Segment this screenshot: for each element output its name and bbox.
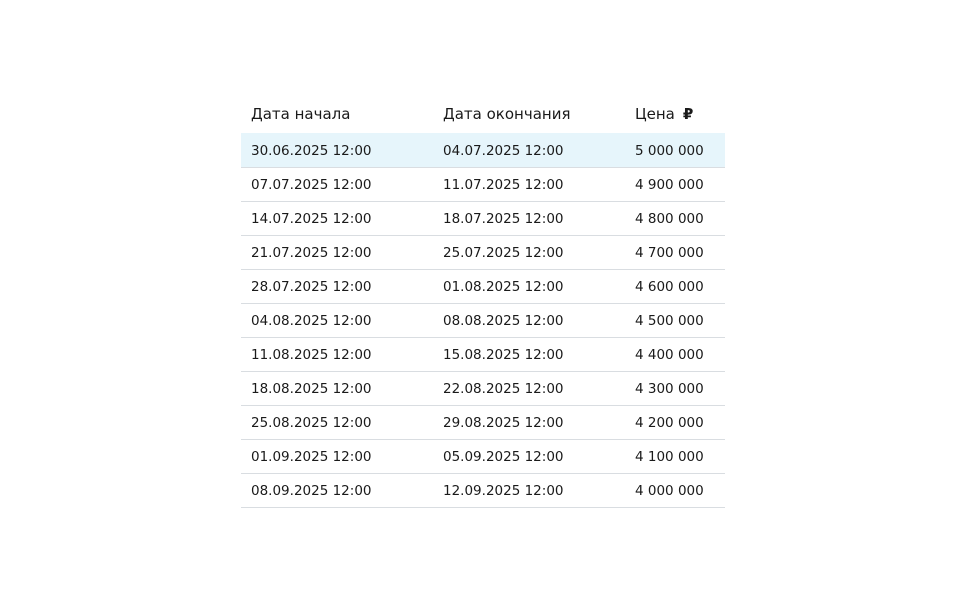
cell-start-date: 11.08.2025 12:00 (241, 338, 433, 372)
table-row[interactable] (241, 440, 725, 474)
table-row[interactable] (241, 270, 725, 304)
ruble-currency-symbol: ₽ (682, 105, 694, 123)
cell-end-date: 08.08.2025 12:00 (433, 304, 625, 338)
cell-start-date: 01.09.2025 12:00 (241, 440, 433, 474)
table-row[interactable] (241, 474, 725, 508)
cell-price: 4 600 000 (625, 270, 725, 304)
cell-start-date: 04.08.2025 12:00 (241, 304, 433, 338)
table-row[interactable] (241, 168, 725, 202)
table-row[interactable] (241, 338, 725, 372)
column-header-price (625, 95, 725, 134)
table-header-row (241, 95, 725, 134)
cell-start-date: 18.08.2025 12:00 (241, 372, 433, 406)
cell-price: 4 400 000 (625, 338, 725, 372)
cell-start-date: 07.07.2025 12:00 (241, 168, 433, 202)
cell-end-date: 05.09.2025 12:00 (433, 440, 625, 474)
cell-end-date: 15.08.2025 12:00 (433, 338, 625, 372)
cell-price: 4 100 000 (625, 440, 725, 474)
cell-start-date: 30.06.2025 12:00 (241, 134, 433, 168)
cell-end-date: 11.07.2025 12:00 (433, 168, 625, 202)
cell-end-date: 04.07.2025 12:00 (433, 134, 625, 168)
cell-end-date: 01.08.2025 12:00 (433, 270, 625, 304)
table-row[interactable] (241, 406, 725, 440)
column-header-start-date (241, 95, 433, 134)
cell-price: 4 900 000 (625, 168, 725, 202)
cell-start-date: 14.07.2025 12:00 (241, 202, 433, 236)
table-row[interactable] (241, 236, 725, 270)
cell-price: 4 200 000 (625, 406, 725, 440)
cell-start-date: 21.07.2025 12:00 (241, 236, 433, 270)
cell-end-date: 25.07.2025 12:00 (433, 236, 625, 270)
cell-price: 4 000 000 (625, 474, 725, 508)
cell-start-date: 28.07.2025 12:00 (241, 270, 433, 304)
cell-price: 4 500 000 (625, 304, 725, 338)
cell-price: 4 300 000 (625, 372, 725, 406)
column-header-label: Дата окончания (443, 105, 571, 123)
cell-start-date: 25.08.2025 12:00 (241, 406, 433, 440)
cell-end-date: 29.08.2025 12:00 (433, 406, 625, 440)
table-row[interactable] (241, 304, 725, 338)
cell-price: 4 800 000 (625, 202, 725, 236)
column-header-label: Цена (635, 105, 675, 123)
cell-price: 4 700 000 (625, 236, 725, 270)
column-header-label: Дата начала (251, 105, 351, 123)
cell-price: 5 000 000 (625, 134, 725, 168)
table-row[interactable] (241, 372, 725, 406)
price-schedule (241, 95, 725, 508)
price-schedule-table (241, 95, 725, 508)
cell-start-date: 08.09.2025 12:00 (241, 474, 433, 508)
cell-end-date: 22.08.2025 12:00 (433, 372, 625, 406)
cell-end-date: 18.07.2025 12:00 (433, 202, 625, 236)
table-row-highlighted[interactable] (241, 134, 725, 168)
column-header-end-date (433, 95, 625, 134)
cell-end-date: 12.09.2025 12:00 (433, 474, 625, 508)
table-row[interactable] (241, 202, 725, 236)
